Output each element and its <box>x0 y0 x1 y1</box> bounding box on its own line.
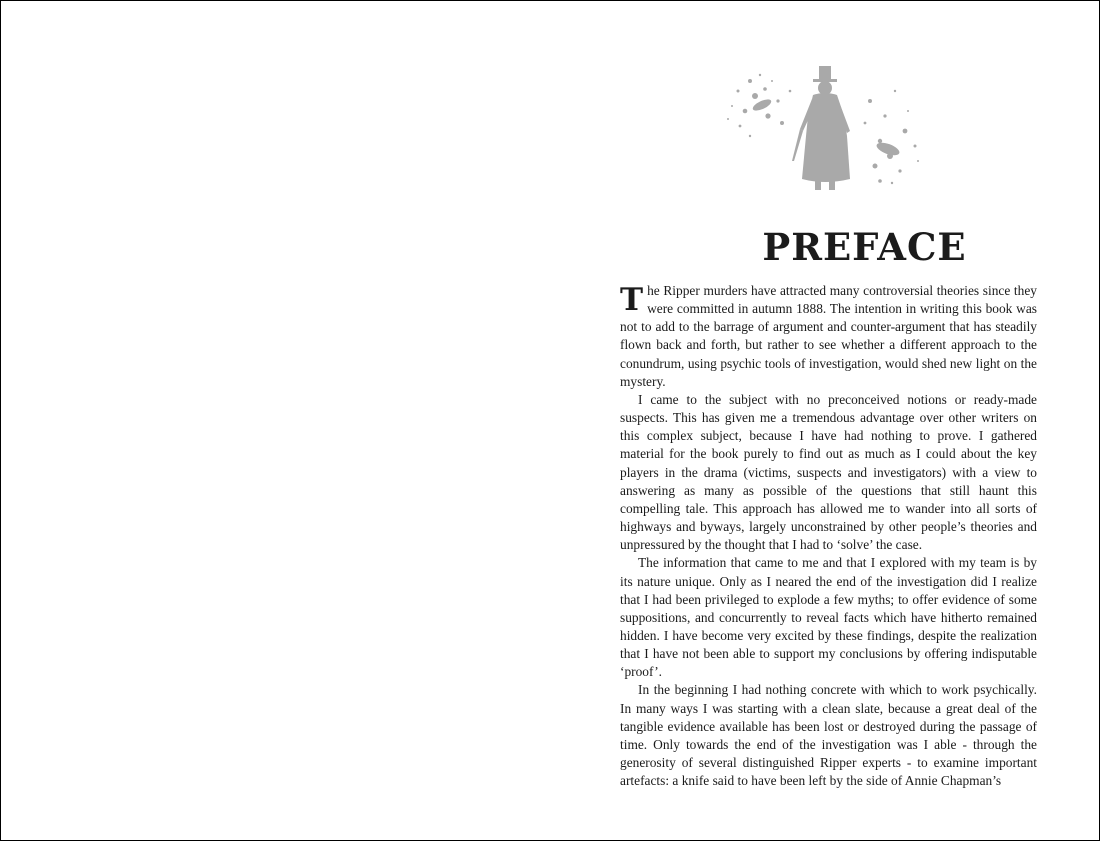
right-page <box>550 1 1099 840</box>
left-page-blank <box>1 1 550 840</box>
drop-cap: T <box>620 282 644 318</box>
paragraph: The information that came to me and that I explored with my team is by its nature unique. Only as I neared the end of the investigation did I realize that I had been privileged to explode a few myths; to offer evidence of some suppositions, and concurrently to reveal facts which have hitherto remained hidden. I have become very excited by these findings, despite the realization that I have not been able to support my conclusions by offering indisputable ‘proof’. <box>620 555 1037 680</box>
paragraph-text: he Ripper murders have attracted many controversial theories since they were committed in autumn 1888. The intention in writing this book was not to add to the barrage of argument and counter-argument that has steadily flown back and forth, but rather to see whether a different approach to the conundrum, using psychic tools of investigation, would shed new light on the mystery. <box>620 283 1037 389</box>
paragraph <box>620 282 1037 391</box>
preface-body <box>620 282 1037 790</box>
paragraph: I came to the subject with no preconceived notions or ready-made suspects. This has given me a tremendous advantage over other writers on this complex subject, because I have had nothing to prove. I gathered material for the book purely to find out as much as I could about the key players in the drama (victims, suspects and investigators) with a view to answering as many as possible of the questions that still haunt this compelling tale. This approach has allowed me to wander into all sorts of highways and byways, largely unconstrained by other people’s theories and unpressured by the thought that I had to ‘solve’ the case. <box>620 391 1037 553</box>
top-hat-figure-silhouette-icon <box>720 61 930 196</box>
page-title: PREFACE <box>762 225 967 269</box>
paragraph: In the beginning I had nothing concrete with which to work psychically. In many ways I was starting with a clean slate, because a great deal of the tangible evidence available has been lost or destroyed during the passage of time. Only towards the end of the investigation was I able - through the generosity of several distinguished Ripper experts - to examine important artefacts: a knife said to have been left by the side of Annie Chapman’s <box>620 682 1037 789</box>
